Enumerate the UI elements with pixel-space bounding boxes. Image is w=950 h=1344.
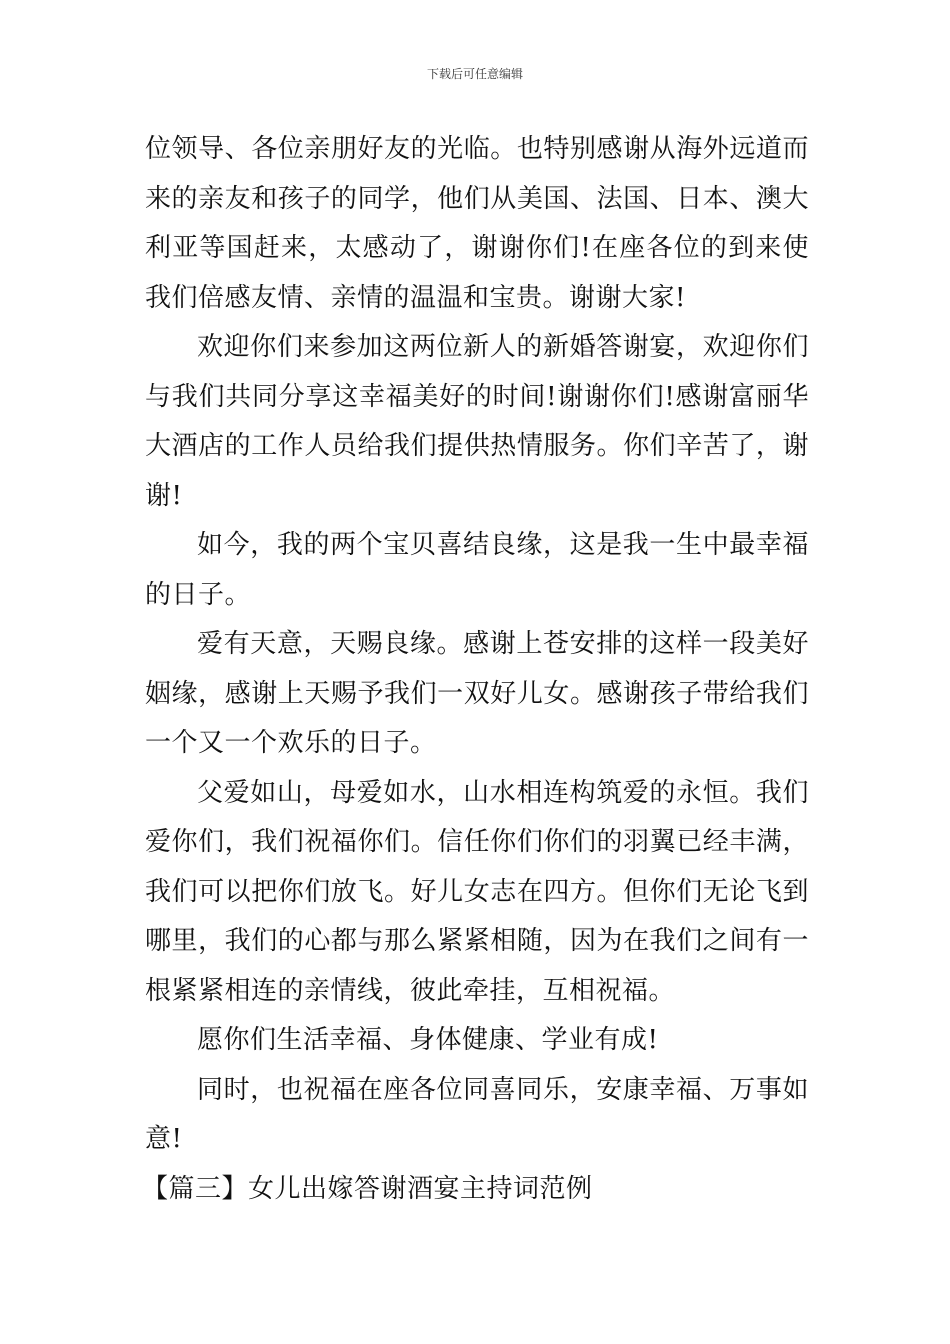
paragraph-2: 欢迎你们来参加这两位新人的新婚答谢宴，欢迎你们与我们共同分享这幸福美好的时间!谢谢你们!感谢富丽华大酒店的工作人员给我们提供热情服务。你们辛苦了，谢谢!: [145, 332, 809, 511]
paragraph-7: 同时，也祝福在座各位同喜同乐，安康幸福、万事如意!: [145, 1074, 809, 1154]
paragraph-5: 父爱如山，母爱如水，山水相连构筑爱的永恒。我们爱你们，我们祝福你们。信任你们你们的羽翼已经丰满，我们可以把你们放飞。好儿女志在四方。但你们无论飞到哪里，我们的心都与那么紧紧相随，因为在我们之间有一根紧紧相连的亲情线，彼此牵挂，互相祝福。: [145, 777, 809, 1006]
paragraph-1: 位领导、各位亲朋好友的光临。也特别感谢从海外远道而来的亲友和孩子的同学，他们从美国、法国、日本、澳大利亚等国赶来，太感动了，谢谢你们!在座各位的到来使我们倍感友情、亲情的温温和宝贵。谢谢大家!: [145, 134, 809, 313]
document-body: [142, 125, 809, 1214]
header-note: 下载后可任意编辑: [426, 67, 523, 81]
paragraph-4: 爱有天意，天赐良缘。感谢上苍安排的这样一段美好姻缘，感谢上天赐予我们一双好儿女。感谢孩子带给我们一个又一个欢乐的日子。: [145, 629, 809, 758]
section-title: 【篇三】女儿出嫁答谢酒宴主持词范例: [142, 1173, 593, 1204]
paragraph-6: 愿你们生活幸福、身体健康、学业有成!: [197, 1025, 659, 1055]
page-header: [0, 66, 950, 82]
paragraph-3: 如今，我的两个宝贝喜结良缘，这是我一生中最幸福的日子。: [145, 530, 809, 610]
